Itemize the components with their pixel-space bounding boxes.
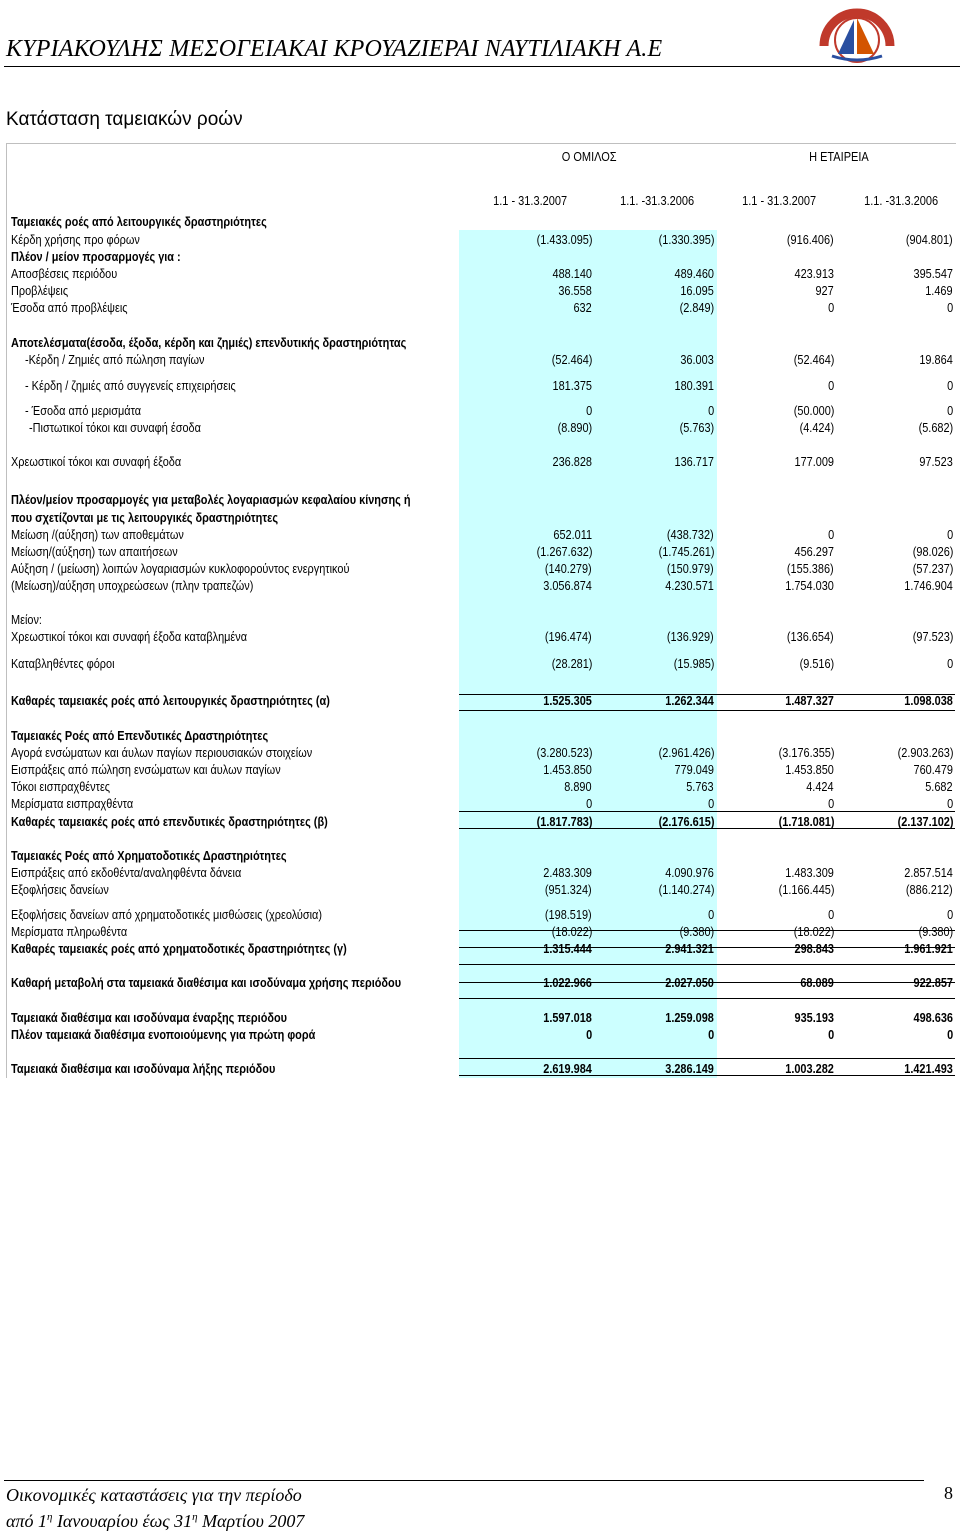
row-value: (52.464): [793, 352, 834, 367]
row-value: (951.324): [545, 882, 592, 897]
row-value: 298.843: [794, 941, 834, 956]
row-value: 4.424: [806, 779, 834, 794]
row-label: (Μείωση)/αύξηση υποχρεώσεων (πλην τραπεζών): [11, 578, 254, 593]
row-value: (57.237): [912, 561, 953, 576]
table-row: [6, 906, 956, 923]
row-label: Μείωση/(αύξηση) των απαιτήσεων: [11, 544, 178, 559]
footer-superscript: η: [46, 1511, 53, 1523]
row-value: (1.817.783): [536, 814, 592, 829]
table-row: [6, 727, 956, 744]
row-value: 2.027.050: [665, 975, 714, 990]
row-label: Εξοφλήσεις δανείων: [11, 882, 109, 897]
rule-line: [459, 694, 955, 695]
row-value: (916.406): [787, 232, 834, 247]
page-header: [0, 0, 960, 68]
row-value: (98.026): [912, 544, 953, 559]
row-value: 0: [827, 300, 834, 315]
row-value: 0: [827, 1027, 834, 1042]
row-value: 0: [946, 796, 953, 811]
rule-line: [459, 947, 955, 948]
table-row: [6, 628, 956, 645]
row-label: - Έσοδα από μερισμάτα: [25, 403, 142, 418]
row-value: (18.022): [793, 924, 834, 939]
rule-line: [459, 998, 955, 999]
row-label: Προβλέψεις: [11, 283, 69, 298]
table-row: [6, 940, 956, 957]
row-value: 3.056.874: [543, 578, 592, 593]
column-header: 1.1 - 31.3.2007: [492, 194, 567, 208]
row-label: που σχετίζονται με τις λειτουργικές δραστηριότητες: [11, 510, 279, 525]
table-row: [6, 491, 956, 508]
row-label: Τόκοι εισπραχθέντες: [11, 779, 111, 794]
row-value: (5.682): [918, 420, 953, 435]
cash-flow-sheet: [6, 143, 956, 1078]
row-value: (904.801): [906, 232, 953, 247]
footer-text: Μαρτίου 2007: [197, 1511, 305, 1531]
row-value: (198.519): [545, 907, 592, 922]
row-value: (2.961.426): [658, 745, 714, 760]
row-value: 652.011: [553, 527, 592, 542]
row-value: 136.717: [674, 454, 714, 469]
row-value: (2.903.263): [897, 745, 953, 760]
row-value: 0: [946, 656, 953, 671]
rule-line: [459, 982, 955, 983]
row-label: Κέρδη χρήσης προ φόρων: [11, 232, 140, 247]
row-value: (9.516): [799, 656, 834, 671]
row-value: 489.460: [674, 266, 714, 281]
row-value: (15.985): [673, 656, 714, 671]
row-value: 0: [827, 527, 834, 542]
row-value: 0: [946, 378, 953, 393]
row-value: (1.166.445): [778, 882, 834, 897]
header-rule: [4, 66, 960, 67]
row-label: Χρεωστικοί τόκοι και συναφή έξοδα: [11, 454, 182, 469]
row-value: 16.095: [680, 283, 714, 298]
row-value: (1.330.395): [658, 232, 714, 247]
table-row: [6, 543, 956, 560]
row-label: -Κέρδη / Ζημιές από πώληση παγίων: [25, 352, 205, 367]
table-row: [6, 334, 956, 351]
row-value: 0: [707, 907, 714, 922]
row-value: 0: [827, 378, 834, 393]
company-logo: [818, 2, 896, 64]
column-header: 1.1. -31.3.2006: [863, 194, 938, 208]
row-value: 236.828: [552, 454, 592, 469]
row-label: Αύξηση / (μείωση) λοιπών λογαριασμών κυκλοφορούντος ενεργητικού: [11, 561, 350, 576]
footer-text: Ιανουαρίου έως 31: [52, 1511, 193, 1531]
row-label: Καθαρές ταμειακές ροές από χρηματοδοτικές δραστηριότητες (γ): [11, 941, 347, 956]
table-row: [6, 795, 956, 812]
row-value: 0: [946, 1027, 953, 1042]
row-value: (136.929): [667, 629, 714, 644]
row-value: 8.890: [564, 779, 592, 794]
company-name: ΚΥΡΙΑΚΟΥΛΗΣ ΜΕΣΟΓΕΙΑΚΑΙ ΚΡΟΥΑΖΙΕΡΑΙ ΝΑΥΤΙΛΙΑΚΗ Α.Ε: [6, 36, 663, 62]
row-value: 1.754.030: [785, 578, 834, 593]
row-value: 927: [815, 283, 834, 298]
row-value: 1.961.921: [904, 941, 953, 956]
table-row: [6, 655, 956, 672]
page-footer: [0, 1470, 960, 1534]
row-value: (1.140.274): [658, 882, 714, 897]
column-header: 1.1 - 31.3.2007: [741, 194, 816, 208]
row-value: (50.000): [793, 403, 834, 418]
table-row: [6, 881, 956, 898]
row-value: 0: [707, 796, 714, 811]
row-value: 0: [585, 1027, 592, 1042]
row-value: 1.259.098: [665, 1010, 714, 1025]
row-value: 632: [573, 300, 592, 315]
row-value: 935.193: [794, 1010, 834, 1025]
rule-line: [459, 828, 955, 829]
row-value: (8.890): [557, 420, 592, 435]
row-label: -Πιστωτικοί τόκοι και συναφή έσοδα: [29, 420, 201, 435]
table-row: [6, 299, 956, 316]
row-label: Εξοφλήσεις δανείων από χρηματοδοτικές μισθώσεις (χρεολύσια): [11, 907, 323, 922]
table-row: [6, 1009, 956, 1026]
row-value: (196.474): [545, 629, 592, 644]
row-value: 498.636: [913, 1010, 953, 1025]
row-value: 1.453.850: [785, 762, 834, 777]
row-value: 922.857: [913, 975, 953, 990]
row-value: 2.483.309: [543, 865, 592, 880]
row-label: Έσοδα από προβλέψεις: [11, 300, 128, 315]
row-label: - Κέρδη / ζημιές από συγγενείς επιχειρήσεις: [25, 378, 236, 393]
row-value: 177.009: [794, 454, 834, 469]
row-value: 181.375: [552, 378, 592, 393]
section-title: Κατάσταση ταμειακών ροών: [6, 109, 243, 130]
row-value: 19.864: [919, 352, 953, 367]
row-value: (1.745.261): [658, 544, 714, 559]
row-label: Πλέον / μείον προσαρμογές για :: [11, 249, 181, 264]
row-value: (18.022): [551, 924, 592, 939]
table-row: [6, 778, 956, 795]
row-value: 2.857.514: [904, 865, 953, 880]
row-value: 36.558: [558, 283, 592, 298]
row-label: Μερίσματα εισπραχθέντα: [11, 796, 134, 811]
row-value: 0: [707, 1027, 714, 1042]
sheet-border: [6, 143, 956, 144]
row-label: Πλέον/μείον προσαρμογές για μεταβολές λογαριασμών κεφαλαίου κίνησης ή: [11, 492, 411, 507]
group-heading-group: Ο ΟΜΙΛΟΣ: [561, 150, 617, 164]
row-value: 5.682: [925, 779, 953, 794]
footer-date-line: [6, 1510, 304, 1532]
table-row: [6, 265, 956, 282]
rule-line: [459, 964, 955, 965]
table-row: [6, 761, 956, 778]
table-row: [6, 847, 956, 864]
row-value: 1.483.309: [785, 865, 834, 880]
row-value: (136.654): [787, 629, 834, 644]
row-label: Καθαρή μεταβολή στα ταμειακά διαθέσιμα και ισοδύναμα χρήσης περιόδου: [11, 975, 402, 990]
row-value: 1.469: [925, 283, 953, 298]
row-value: 1.525.305: [543, 693, 592, 708]
row-value: 0: [946, 527, 953, 542]
table-row: [6, 282, 956, 299]
row-value: (140.279): [545, 561, 592, 576]
table-row: [6, 351, 956, 368]
row-value: 1.421.493: [904, 1061, 953, 1076]
row-value: 1.453.850: [543, 762, 592, 777]
table-row: [6, 577, 956, 594]
row-label: Πλέον ταμειακά διαθέσιμα ενοποιούμενης για πρώτη φορά: [11, 1027, 316, 1042]
table-row: [6, 611, 956, 628]
row-value: 3.286.149: [665, 1061, 714, 1076]
row-value: 456.297: [794, 544, 834, 559]
row-value: (150.979): [667, 561, 714, 576]
rule-line: [459, 1058, 955, 1059]
row-value: 1.098.038: [904, 693, 953, 708]
row-value: 4.230.571: [665, 578, 714, 593]
row-label: Μερίσματα πληρωθέντα: [11, 924, 128, 939]
table-row: [6, 744, 956, 761]
table-row: [6, 560, 956, 577]
row-value: 0: [946, 403, 953, 418]
row-value: 1.262.344: [665, 693, 714, 708]
row-value: 97.523: [919, 454, 953, 469]
row-value: (2.849): [679, 300, 714, 315]
table-row: [6, 402, 956, 419]
column-header: 1.1. -31.3.2006: [619, 194, 694, 208]
row-value: 1.487.327: [785, 693, 834, 708]
row-label: Χρεωστικοί τόκοι και συναφή έξοδα καταβλημένα: [11, 629, 248, 644]
row-value: 1.003.282: [785, 1061, 834, 1076]
row-label: Αποτελέσματα(έσοδα, έξοδα, κέρδη και ζημιές) επενδυτικής δραστηριότητας: [11, 335, 407, 350]
row-value: (9.380): [679, 924, 714, 939]
row-value: 36.003: [680, 352, 714, 367]
footer-rule: [4, 1480, 924, 1481]
row-value: 395.547: [913, 266, 953, 281]
row-value: (97.523): [912, 629, 953, 644]
rule-line: [459, 811, 955, 812]
table-row: [6, 923, 956, 940]
row-value: 2.619.984: [543, 1061, 592, 1076]
table-row: [6, 864, 956, 881]
row-value: (886.212): [906, 882, 953, 897]
row-label: Καθαρές ταμειακές ροές από λειτουργικές δραστηριότητες (α): [11, 693, 330, 708]
row-value: 1.022.966: [543, 975, 592, 990]
row-value: 423.913: [794, 266, 834, 281]
row-label: Καθαρές ταμειακές ροές από επενδυτικές δραστηριότητες (β): [11, 814, 328, 829]
group-heading-company: Η ΕΤΑΙΡΕΙΑ: [809, 150, 869, 164]
row-label: Ταμειακές ροές από λειτουργικές δραστηριότητες: [11, 214, 267, 229]
row-value: 0: [585, 403, 592, 418]
row-value: 2.941.321: [665, 941, 714, 956]
row-value: 488.140: [552, 266, 592, 281]
row-value: (438.732): [667, 527, 714, 542]
table-row: [6, 1026, 956, 1043]
footer-text: από 1: [6, 1511, 47, 1531]
footer-superscript: η: [192, 1511, 198, 1523]
row-label: Εισπράξεις από πώληση ενσώματων και άυλων παγίων: [11, 762, 281, 777]
rule-line: [459, 710, 955, 711]
row-label: Ταμειακά διαθέσιμα και ισοδύναμα λήξης περιόδου: [11, 1061, 276, 1076]
row-value: (52.464): [551, 352, 592, 367]
row-value: 0: [946, 300, 953, 315]
row-label: Ταμειακές Ροές από Χρηματοδοτικές Δραστηριότητες: [11, 848, 287, 863]
row-value: (2.176.615): [658, 814, 714, 829]
row-value: (3.176.355): [778, 745, 834, 760]
table-row: [6, 213, 956, 230]
row-value: (1.433.095): [536, 232, 592, 247]
row-value: 180.391: [674, 378, 714, 393]
row-value: 779.049: [674, 762, 714, 777]
row-value: 0: [946, 907, 953, 922]
row-label: Καταβληθέντες φόροι: [11, 656, 115, 671]
table-row: [6, 377, 956, 394]
row-value: 68.089: [800, 975, 834, 990]
row-value: 1.597.018: [543, 1010, 592, 1025]
row-label: Μείον:: [11, 612, 42, 627]
row-value: 0: [827, 796, 834, 811]
table-row: [6, 419, 956, 436]
row-value: 0: [707, 403, 714, 418]
table-row: [6, 231, 956, 248]
row-label: Αγορά ενσώματων και άυλων παγίων περιουσιακών στοιχείων: [11, 745, 313, 760]
page-number: 8: [944, 1483, 953, 1503]
table-row: [6, 248, 956, 265]
row-value: (155.386): [787, 561, 834, 576]
footer-period-line: Οικονομικές καταστάσεις για την περίοδο: [6, 1485, 302, 1505]
row-label: Μείωση /(αύξηση) των αποθεμάτων: [11, 527, 184, 542]
row-label: Αποσβέσεις περιόδου: [11, 266, 118, 281]
row-value: (5.763): [679, 420, 714, 435]
row-value: (28.281): [551, 656, 592, 671]
table-row: [6, 509, 956, 526]
row-value: 0: [585, 796, 592, 811]
row-value: (4.424): [799, 420, 834, 435]
table-row: [6, 526, 956, 543]
row-value: 760.479: [913, 762, 953, 777]
row-value: (2.137.102): [897, 814, 953, 829]
row-label: Ταμειακά διαθέσιμα και ισοδύναμα έναρξης περιόδου: [11, 1010, 288, 1025]
row-value: 4.090.976: [665, 865, 714, 880]
row-value: (1.718.081): [778, 814, 834, 829]
row-value: (3.280.523): [536, 745, 592, 760]
table-row: [6, 453, 956, 470]
rule-line: [459, 930, 955, 931]
row-value: (1.267.632): [536, 544, 592, 559]
row-value: 0: [827, 907, 834, 922]
row-value: 5.763: [686, 779, 714, 794]
row-value: 1.315.444: [543, 941, 592, 956]
row-value: (9.380): [918, 924, 953, 939]
rule-line: [459, 1075, 955, 1076]
row-label: Εισπράξεις από εκδοθέντα/αναληφθέντα δάνεια: [11, 865, 242, 880]
row-label: Ταμειακές Ροές από Επενδυτικές Δραστηριότητες: [11, 728, 269, 743]
row-value: 1.746.904: [904, 578, 953, 593]
